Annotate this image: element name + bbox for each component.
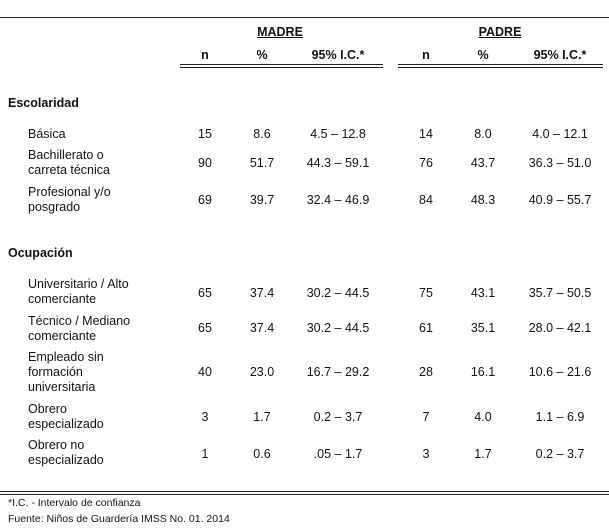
padre-n: 75 bbox=[419, 286, 433, 300]
madre-pct: 23.0 bbox=[249, 365, 275, 379]
row-label: Obrero especializado bbox=[28, 402, 104, 431]
padre-n: 61 bbox=[419, 321, 433, 335]
madre-ic: 4.5 – 12.8 bbox=[310, 127, 366, 141]
madre-n: 15 bbox=[198, 127, 212, 141]
padre-pct: 4.0 bbox=[474, 410, 492, 424]
madre-pct: 8.6 bbox=[253, 127, 271, 141]
padre-n: 3 bbox=[422, 447, 430, 461]
madre-n: 69 bbox=[198, 193, 212, 207]
padre-pct: 43.7 bbox=[470, 156, 496, 170]
padre-header-rule-2 bbox=[398, 67, 603, 68]
padre-pct: 8.0 bbox=[474, 127, 492, 141]
madre-header: MADRE bbox=[257, 25, 303, 39]
row-label: Obrero no especializado bbox=[28, 438, 104, 467]
padre-pct: 1.7 bbox=[474, 447, 492, 461]
madre-ic: 30.2 – 44.5 bbox=[306, 321, 370, 335]
row-label: Básica bbox=[28, 127, 66, 141]
padre-ic: 1.1 – 6.9 bbox=[535, 410, 585, 424]
madre-pct: 1.7 bbox=[253, 410, 271, 424]
madre-pct: 37.4 bbox=[249, 321, 275, 335]
padre-n: 76 bbox=[419, 156, 433, 170]
padre-header: PADRE bbox=[478, 25, 522, 39]
madre-ic: 30.2 – 44.5 bbox=[306, 286, 370, 300]
section-title: Escolaridad bbox=[8, 96, 79, 110]
padre-ic: 40.9 – 55.7 bbox=[528, 193, 592, 207]
padre-pct: 16.1 bbox=[470, 365, 496, 379]
col-header-padre-n: n bbox=[422, 48, 430, 62]
madre-n: 90 bbox=[198, 156, 212, 170]
padre-pct: 48.3 bbox=[470, 193, 496, 207]
col-header-padre-pct: % bbox=[477, 48, 489, 62]
padre-header-rule bbox=[398, 64, 603, 65]
row-label: Técnico / Mediano comerciante bbox=[28, 314, 131, 343]
padre-ic: 0.2 – 3.7 bbox=[535, 447, 585, 461]
col-header-madre-n: n bbox=[201, 48, 209, 62]
madre-pct: 37.4 bbox=[249, 286, 275, 300]
madre-n: 3 bbox=[201, 410, 209, 424]
madre-header-rule bbox=[180, 64, 383, 65]
padre-pct: 43.1 bbox=[470, 286, 496, 300]
padre-n: 84 bbox=[419, 193, 433, 207]
padre-ic: 10.6 – 21.6 bbox=[528, 365, 592, 379]
col-header-padre-ic: 95% I.C.* bbox=[533, 48, 587, 62]
row-label: Profesional y/o posgrado bbox=[28, 185, 111, 214]
madre-pct: 0.6 bbox=[253, 447, 271, 461]
padre-ic: 36.3 – 51.0 bbox=[528, 156, 592, 170]
padre-n: 7 bbox=[422, 410, 430, 424]
row-label: Universitario / Alto comerciante bbox=[28, 277, 129, 306]
madre-ic: 44.3 – 59.1 bbox=[306, 156, 370, 170]
footnote-source: Fuente: Niños de Guardería IMSS No. 01. 2014 bbox=[8, 513, 230, 525]
madre-ic: 16.7 – 29.2 bbox=[306, 365, 370, 379]
padre-ic: 28.0 – 42.1 bbox=[528, 321, 592, 335]
padre-ic: 4.0 – 12.1 bbox=[532, 127, 588, 141]
madre-ic: 0.2 – 3.7 bbox=[313, 410, 363, 424]
row-label: Empleado sin formación universitaria bbox=[28, 350, 104, 394]
footnote-ic: *I.C. - Intervalo de confianza bbox=[8, 497, 141, 509]
row-label: Bachillerato o carreta técnica bbox=[28, 148, 110, 177]
madre-pct: 39.7 bbox=[249, 193, 275, 207]
col-header-madre-pct: % bbox=[256, 48, 268, 62]
padre-ic: 35.7 – 50.5 bbox=[528, 286, 592, 300]
padre-pct: 35.1 bbox=[470, 321, 496, 335]
madre-pct: 51.7 bbox=[249, 156, 275, 170]
bottom-rule-2 bbox=[0, 494, 609, 495]
madre-n: 1 bbox=[201, 447, 209, 461]
top-rule bbox=[0, 17, 609, 18]
bottom-rule bbox=[0, 491, 609, 492]
padre-n: 14 bbox=[419, 127, 433, 141]
madre-n: 40 bbox=[198, 365, 212, 379]
section-title: Ocupación bbox=[8, 246, 73, 260]
madre-n: 65 bbox=[198, 286, 212, 300]
padre-n: 28 bbox=[419, 365, 433, 379]
madre-header-rule-2 bbox=[180, 67, 383, 68]
madre-ic: .05 – 1.7 bbox=[313, 447, 363, 461]
madre-n: 65 bbox=[198, 321, 212, 335]
madre-ic: 32.4 – 46.9 bbox=[306, 193, 370, 207]
col-header-madre-ic: 95% I.C.* bbox=[311, 48, 365, 62]
